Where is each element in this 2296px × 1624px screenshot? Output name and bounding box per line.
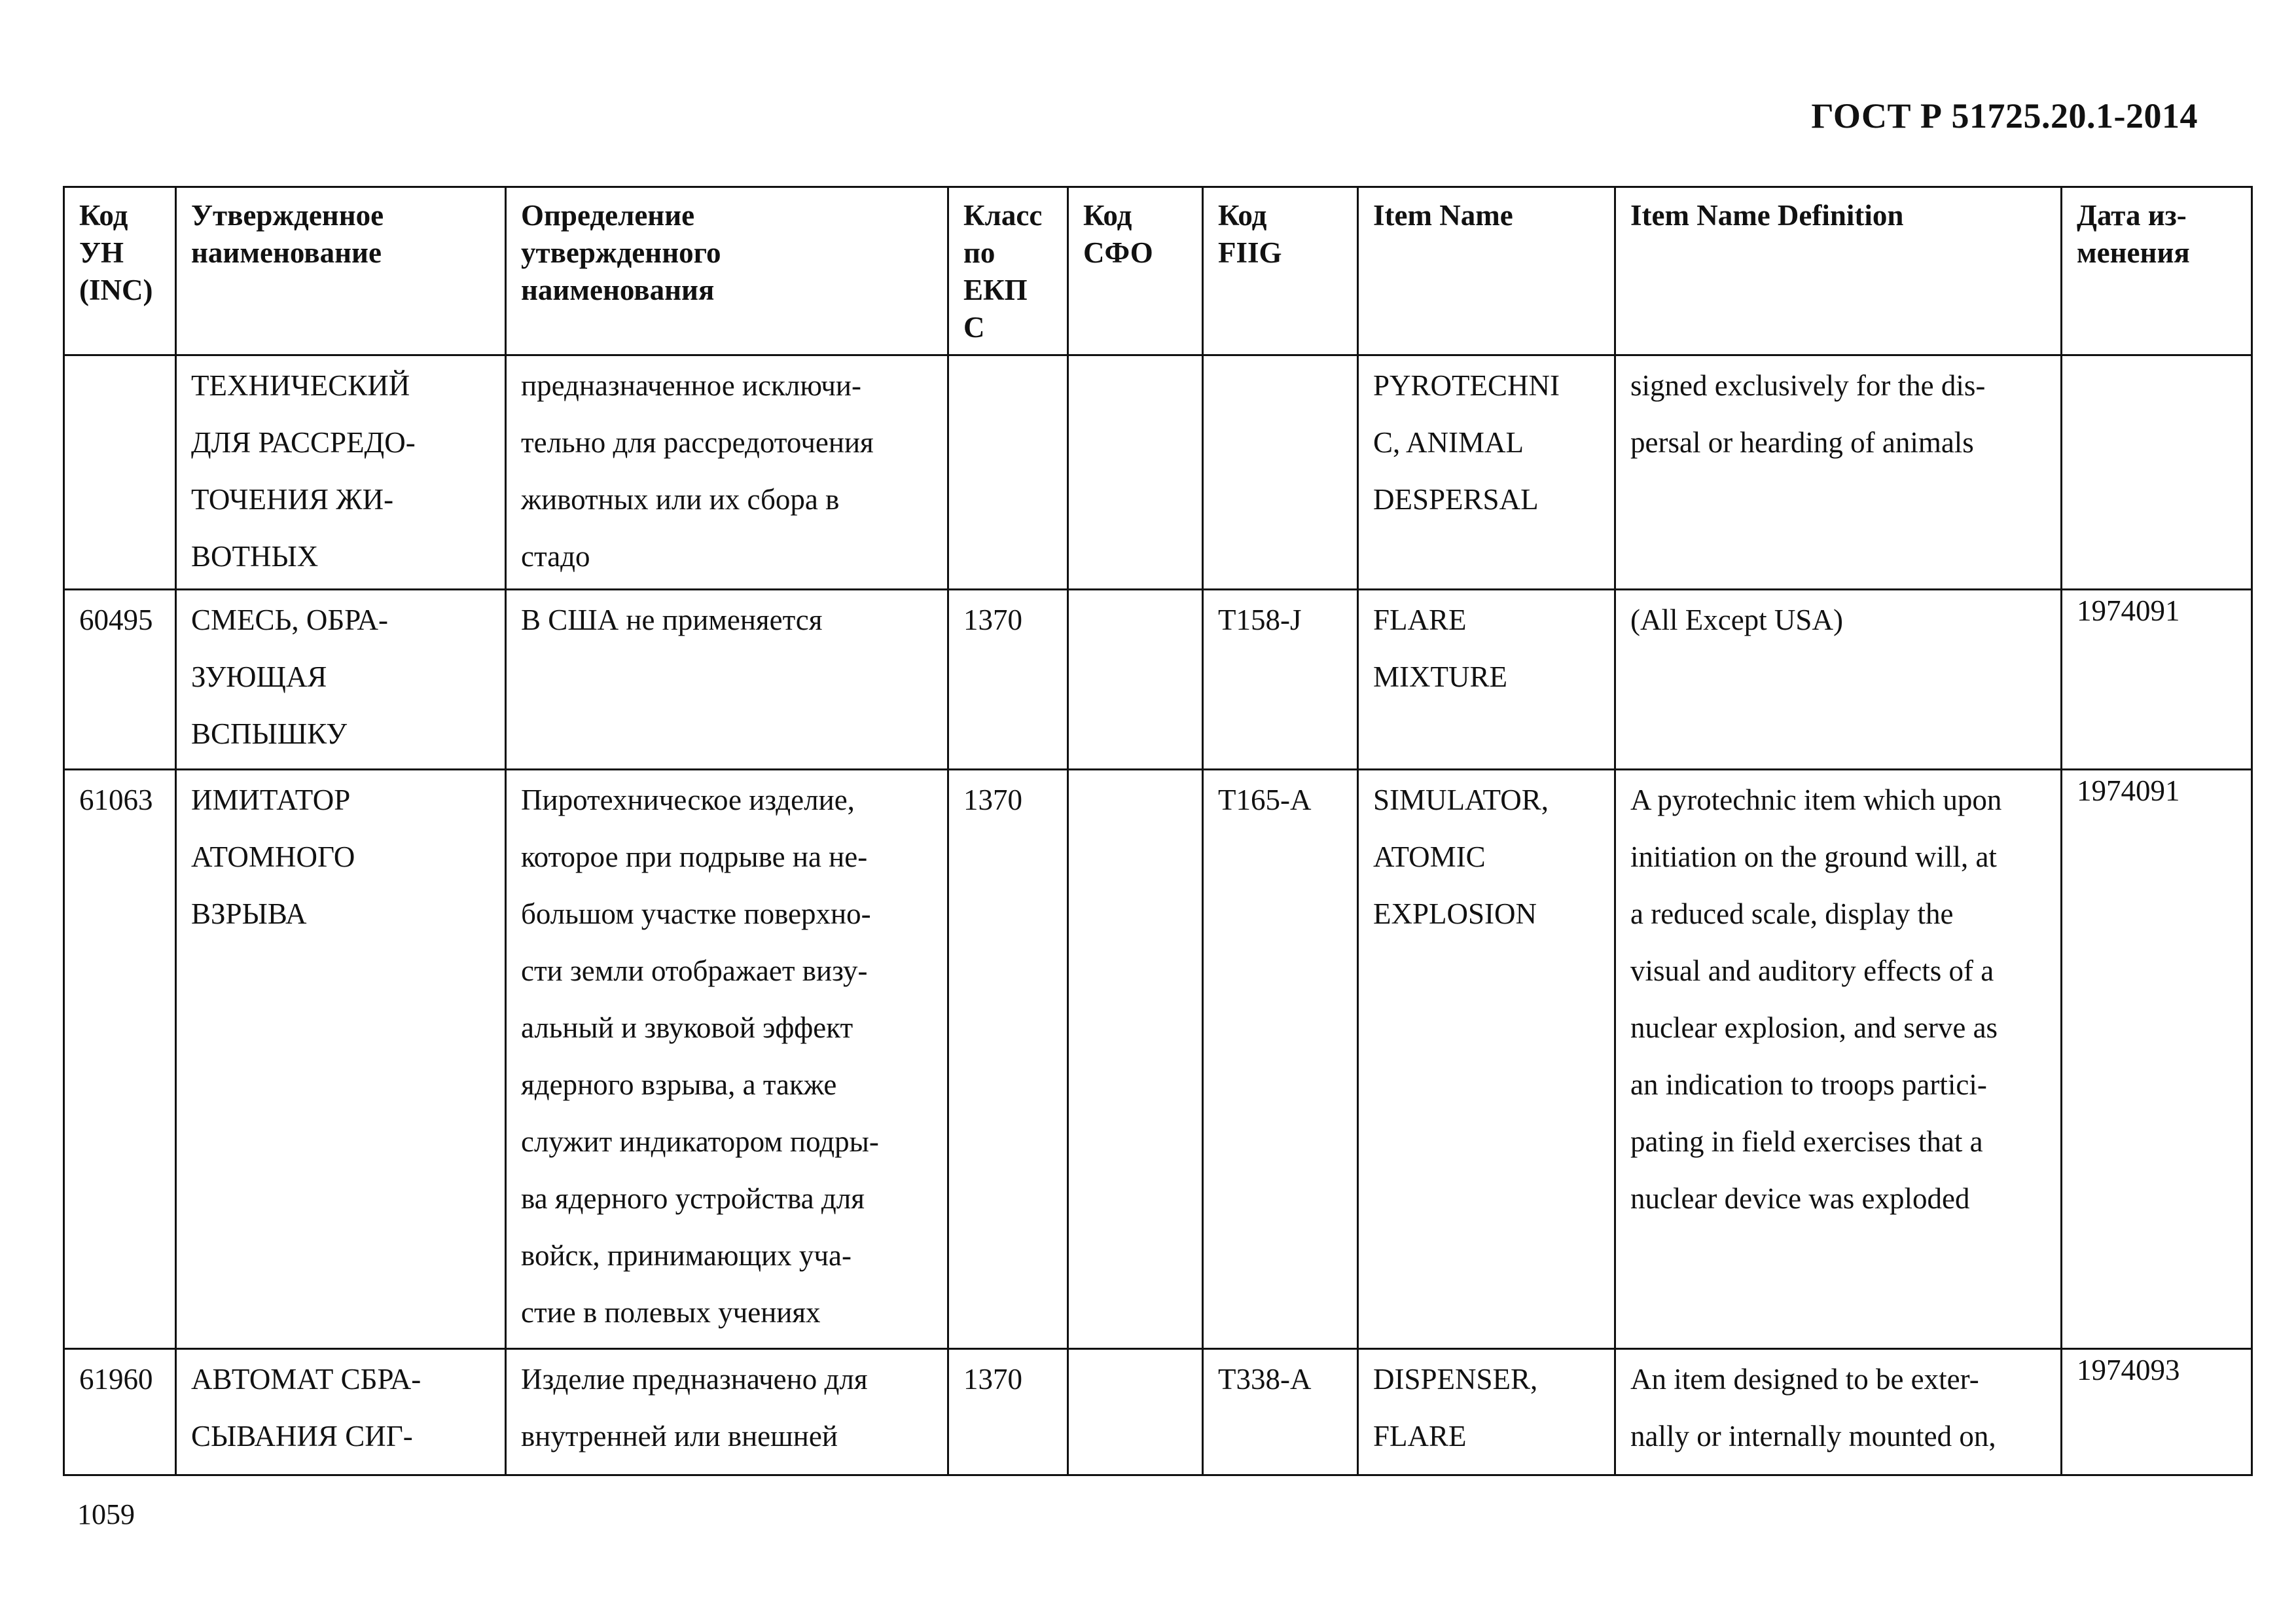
- cell-item-name: PYROTECHNI C, ANIMAL DESPERSAL: [1358, 355, 1615, 590]
- cell-sfo: [1068, 355, 1203, 590]
- cell-definition: Изделие предназначено для внутренней или внешней: [506, 1349, 948, 1475]
- cell-date: 1974093: [2062, 1349, 2252, 1475]
- column-header-code: Код УН (INC): [64, 187, 176, 355]
- cell-fiig: T165-A: [1203, 770, 1358, 1349]
- table-row: [64, 1349, 2252, 1475]
- cell-class: 1370: [948, 770, 1068, 1349]
- cell-class: 1370: [948, 590, 1068, 770]
- cell-item-definition: A pyrotechnic item which upon initiation on the ground will, at a reduced scale, display the visual and auditory effects of a nuclear explosion, and serve as an indication to troops partici- pating in field exercises that a nuclear device was exploded: [1615, 770, 2062, 1349]
- cell-code: 60495: [64, 590, 176, 770]
- items-table: [63, 186, 2253, 1476]
- table-row: [64, 355, 2252, 590]
- column-header-item-definition: Item Name Definition: [1615, 187, 2062, 355]
- cell-name: ИМИТАТОР АТОМНОГО ВЗРЫВА: [176, 770, 506, 1349]
- cell-item-name: SIMULATOR, ATOMIC EXPLOSION: [1358, 770, 1615, 1349]
- cell-date: 1974091: [2062, 590, 2252, 770]
- cell-item-definition: An item designed to be exter- nally or internally mounted on,: [1615, 1349, 2062, 1475]
- cell-fiig: T158-J: [1203, 590, 1358, 770]
- cell-item-definition: signed exclusively for the dis- persal or hearding of animals: [1615, 355, 2062, 590]
- column-header-definition: Определение утвержденного наименования: [506, 187, 948, 355]
- column-header-sfo: Код СФО: [1068, 187, 1203, 355]
- cell-class: [948, 355, 1068, 590]
- cell-sfo: [1068, 770, 1203, 1349]
- cell-definition: В США не применяется: [506, 590, 948, 770]
- cell-fiig: [1203, 355, 1358, 590]
- cell-definition: Пиротехническое изделие, которое при подрыве на не- большом участке поверхно- сти земли отображает визу- альный и звуковой эффект ядерного взрыва, а также служит индикатором подры- ва ядерного устройства для войск, принимающих уча- стие в полевых учениях: [506, 770, 948, 1349]
- cell-date: 1974091: [2062, 770, 2252, 1349]
- cell-name: ТЕХНИЧЕСКИЙ ДЛЯ РАССРЕДО- ТОЧЕНИЯ ЖИ- ВОТНЫХ: [176, 355, 506, 590]
- table-row: [64, 590, 2252, 770]
- cell-code: 61960: [64, 1349, 176, 1475]
- cell-definition: предназначенное исключи- тельно для рассредоточения животных или их сбора в стадо: [506, 355, 948, 590]
- cell-fiig: T338-A: [1203, 1349, 1358, 1475]
- column-header-fiig: Код FIIG: [1203, 187, 1358, 355]
- column-header-class: Класс по ЕКП С: [948, 187, 1068, 355]
- cell-code: [64, 355, 176, 590]
- cell-date: [2062, 355, 2252, 590]
- column-header-item-name: Item Name: [1358, 187, 1615, 355]
- cell-class: 1370: [948, 1349, 1068, 1475]
- cell-item-name: FLARE MIXTURE: [1358, 590, 1615, 770]
- cell-code: 61063: [64, 770, 176, 1349]
- cell-name: СМЕСЬ, ОБРА- ЗУЮЩАЯ ВСПЫШКУ: [176, 590, 506, 770]
- cell-name: АВТОМАТ СБРА- СЫВАНИЯ СИГ-: [176, 1349, 506, 1475]
- document-header: ГОСТ Р 51725.20.1-2014: [1811, 96, 2198, 135]
- cell-sfo: [1068, 1349, 1203, 1475]
- column-header-date: Дата из- менения: [2062, 187, 2252, 355]
- column-header-name: Утвержденное наименование: [176, 187, 506, 355]
- cell-sfo: [1068, 590, 1203, 770]
- cell-item-name: DISPENSER, FLARE: [1358, 1349, 1615, 1475]
- table-header-row: [64, 187, 2252, 355]
- page-number: 1059: [77, 1498, 135, 1530]
- table-row: [64, 770, 2252, 1349]
- cell-item-definition: (All Except USA): [1615, 590, 2062, 770]
